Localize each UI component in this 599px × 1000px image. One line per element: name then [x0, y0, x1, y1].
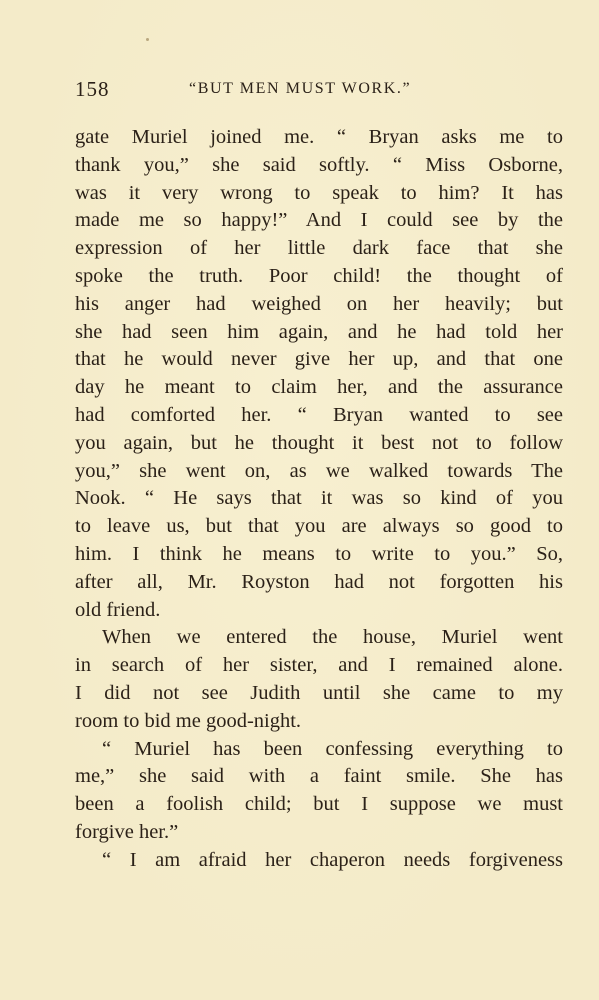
- text-line: I did not see Judith until she came to my: [75, 681, 563, 704]
- text-line: room to bid me good-night.: [75, 709, 302, 732]
- text-line: you again, but he thought it best not to follow: [75, 431, 563, 454]
- text-line: spoke the truth. Poor child! the thought of: [75, 264, 563, 287]
- text-line: Nook. “ He says that it was so kind of you: [75, 487, 563, 510]
- text-line: expression of her little dark face that she: [75, 237, 563, 260]
- text-line: you,” she went on, as we walked towards The: [75, 459, 563, 482]
- running-title: “BUT MEN MUST WORK.”: [189, 80, 412, 97]
- text-line: “ I am afraid her chaperon needs forgiveness: [102, 848, 563, 871]
- text-line: forgive her.”: [75, 820, 179, 843]
- text-line: old friend.: [75, 598, 161, 621]
- text-line: his anger had weighed on her heavily; but: [75, 292, 563, 315]
- page-number: 158: [75, 77, 110, 101]
- text-line: him. I think he means to write to you.” So,: [75, 542, 563, 565]
- body-text: [75, 124, 563, 875]
- text-line: been a foolish child; but I suppose we must: [75, 793, 563, 816]
- text-line: to leave us, but that you are always so good to: [75, 515, 563, 538]
- text-line: in search of her sister, and I remained alone.: [75, 654, 563, 677]
- text-line: gate Muriel joined me. “ Bryan asks me to: [75, 126, 563, 148]
- paper-speck: [146, 38, 149, 41]
- text-line: had comforted her. “ Bryan wanted to see: [75, 403, 563, 426]
- text-line: that he would never give her up, and that one: [75, 348, 563, 371]
- text-line: “ Muriel has been confessing everything to: [102, 737, 563, 760]
- text-line: thank you,” she said softly. “ Miss Osborne,: [75, 153, 563, 176]
- text-line: made me so happy!” And I could see by the: [75, 209, 563, 232]
- text-line: day he meant to claim her, and the assurance: [75, 376, 563, 399]
- text-line: after all, Mr. Royston had not forgotten his: [75, 570, 563, 593]
- text-line: was it very wrong to speak to him? It has: [75, 181, 563, 204]
- text-line: me,” she said with a faint smile. She has: [75, 765, 563, 788]
- text-line: she had seen him again, and he had told her: [75, 320, 563, 343]
- text-line: When we entered the house, Muriel went: [102, 626, 563, 649]
- running-head: [75, 76, 563, 102]
